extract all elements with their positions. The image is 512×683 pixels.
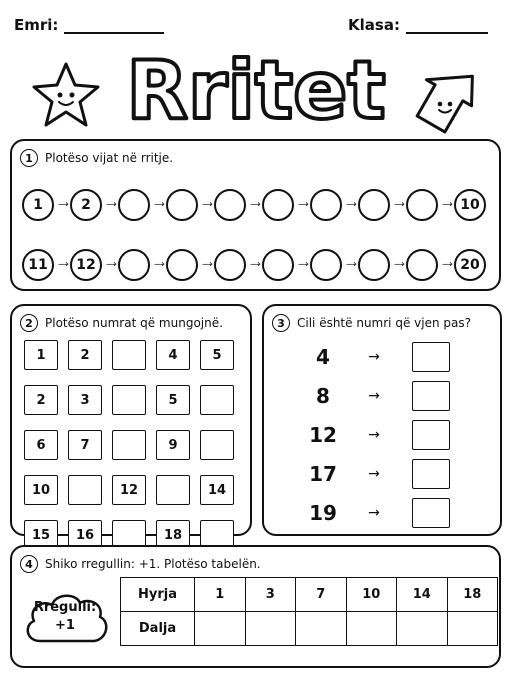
title-text: Rritet — [126, 44, 386, 130]
input-cell: 18 — [447, 578, 498, 612]
grid-blank-cell[interactable] — [156, 475, 190, 505]
arrow-connector-icon: —› — [298, 259, 306, 270]
grid-number-cell: 5 — [200, 340, 234, 370]
sequence-blank-circle[interactable] — [214, 189, 246, 221]
section-1-number: 1 — [20, 149, 38, 167]
name-label: Emri: — [14, 16, 59, 34]
arrow-connector-icon: —› — [250, 199, 258, 210]
answer-blank-box[interactable] — [412, 459, 450, 489]
sequence-number-circle: 2 — [70, 189, 102, 221]
sequence-blank-circle[interactable] — [406, 249, 438, 281]
output-blank-cell[interactable] — [346, 612, 397, 646]
sequence-number-circle: 11 — [22, 249, 54, 281]
output-blank-cell[interactable] — [195, 612, 246, 646]
section-2-instruction: Plotëso numrat që mungojnë. — [45, 316, 223, 330]
arrow-connector-icon: —› — [346, 259, 354, 270]
name-field — [14, 16, 164, 34]
grid-number-cell: 7 — [68, 430, 102, 460]
smiling-up-arrow-icon — [408, 62, 478, 134]
output-blank-cell[interactable] — [447, 612, 498, 646]
arrow-connector-icon: —› — [298, 199, 306, 210]
answer-blank-box[interactable] — [412, 420, 450, 450]
next-number-section — [262, 304, 502, 536]
section-1-heading — [20, 149, 173, 167]
arrow-connector-icon: —› — [394, 199, 402, 210]
grid-number-cell: 2 — [24, 385, 58, 415]
section-2-number: 2 — [20, 314, 38, 332]
next-number-row — [298, 420, 450, 450]
input-row — [121, 578, 498, 612]
next-number-row — [298, 342, 450, 372]
arrow-connector-icon: —› — [154, 259, 162, 270]
grid-number-cell: 5 — [156, 385, 190, 415]
grid-blank-cell[interactable] — [112, 340, 146, 370]
grid-number-cell: 4 — [156, 340, 190, 370]
input-cell: 3 — [245, 578, 296, 612]
input-cell: 14 — [397, 578, 448, 612]
sequence-blank-circle[interactable] — [166, 249, 198, 281]
arrow-connector-icon: —› — [442, 199, 450, 210]
grid-blank-cell[interactable] — [112, 385, 146, 415]
class-field — [348, 16, 488, 34]
rule-label-text: Rregulli: — [33, 600, 97, 615]
sequence-blank-circle[interactable] — [310, 189, 342, 221]
sequence-blank-circle[interactable] — [214, 249, 246, 281]
sequence-number-circle: 12 — [70, 249, 102, 281]
grid-number-cell: 3 — [68, 385, 102, 415]
given-number: 4 — [316, 345, 330, 369]
increasing-sequence-section — [10, 139, 501, 291]
rule-table-section — [10, 545, 501, 668]
answer-blank-box[interactable] — [412, 381, 450, 411]
grid-number-cell: 18 — [156, 520, 190, 550]
grid-number-cell: 14 — [200, 475, 234, 505]
grid-blank-cell[interactable] — [200, 385, 234, 415]
rule-label — [28, 599, 102, 635]
sequence-blank-circle[interactable] — [358, 249, 390, 281]
sequence-blank-circle[interactable] — [406, 189, 438, 221]
grid-blank-cell[interactable] — [112, 430, 146, 460]
section-3-instruction: Cili është numri që vjen pas? — [297, 316, 471, 330]
rule-value: +1 — [55, 618, 75, 633]
grid-number-cell: 16 — [68, 520, 102, 550]
right-arrow-icon: → — [368, 505, 380, 521]
next-number-row — [298, 459, 450, 489]
sequence-blank-circle[interactable] — [310, 249, 342, 281]
arrow-connector-icon: —› — [58, 199, 66, 210]
grid-number-cell: 2 — [68, 340, 102, 370]
input-output-table — [120, 577, 498, 646]
answer-blank-box[interactable] — [412, 498, 450, 528]
missing-numbers-section — [10, 304, 252, 543]
right-arrow-icon: → — [368, 388, 380, 404]
sequence-blank-circle[interactable] — [262, 249, 294, 281]
output-blank-cell[interactable] — [296, 612, 347, 646]
class-blank-line[interactable] — [406, 18, 488, 34]
input-cell: 10 — [346, 578, 397, 612]
section-3-number: 3 — [272, 314, 290, 332]
output-row-label: Dalja — [121, 612, 195, 646]
arrow-connector-icon: —› — [154, 199, 162, 210]
name-blank-line[interactable] — [64, 18, 164, 34]
section-4-instruction: Shiko rregullin: +1. Plotëso tabelën. — [45, 557, 261, 571]
right-arrow-icon: → — [368, 349, 380, 365]
arrow-connector-icon: —› — [250, 259, 258, 270]
section-3-heading — [272, 314, 471, 332]
grid-number-cell: 9 — [156, 430, 190, 460]
arrow-connector-icon: —› — [394, 259, 402, 270]
class-label: Klasa: — [348, 16, 400, 34]
next-number-row — [298, 498, 450, 528]
sequence-blank-circle[interactable] — [166, 189, 198, 221]
arrow-connector-icon: —› — [58, 259, 66, 270]
arrow-connector-icon: —› — [106, 259, 114, 270]
sequence-blank-circle[interactable] — [262, 189, 294, 221]
input-cell: 7 — [296, 578, 347, 612]
sequence-blank-circle[interactable] — [358, 189, 390, 221]
arrow-connector-icon: —› — [202, 199, 210, 210]
arrow-connector-icon: —› — [442, 259, 450, 270]
grid-blank-cell[interactable] — [200, 430, 234, 460]
sequence-number-circle: 20 — [454, 249, 486, 281]
given-number: 8 — [316, 384, 330, 408]
output-row — [121, 612, 498, 646]
grid-number-cell: 1 — [24, 340, 58, 370]
given-number: 17 — [309, 462, 337, 486]
smiling-star-icon — [30, 60, 102, 130]
sequence-number-circle: 1 — [22, 189, 54, 221]
right-arrow-icon: → — [368, 427, 380, 443]
input-cell: 1 — [195, 578, 246, 612]
output-blank-cell[interactable] — [245, 612, 296, 646]
right-arrow-icon: → — [368, 466, 380, 482]
arrow-connector-icon: —› — [202, 259, 210, 270]
grid-blank-cell[interactable] — [68, 475, 102, 505]
output-blank-cell[interactable] — [397, 612, 448, 646]
number-grid — [24, 340, 234, 550]
grid-number-cell: 12 — [112, 475, 146, 505]
sequence-blank-circle[interactable] — [118, 249, 150, 281]
section-4-heading — [20, 555, 261, 573]
sequence-row — [22, 189, 486, 221]
sequence-number-circle: 10 — [454, 189, 486, 221]
sequence-blank-circle[interactable] — [118, 189, 150, 221]
answer-blank-box[interactable] — [412, 342, 450, 372]
sequence-row — [22, 249, 486, 281]
grid-number-cell: 6 — [24, 430, 58, 460]
given-number: 12 — [309, 423, 337, 447]
given-number: 19 — [309, 501, 337, 525]
section-4-number: 4 — [20, 555, 38, 573]
grid-number-cell: 15 — [24, 520, 58, 550]
arrow-connector-icon: —› — [346, 199, 354, 210]
grid-number-cell: 10 — [24, 475, 58, 505]
next-number-row — [298, 381, 450, 411]
section-2-heading — [20, 314, 223, 332]
section-1-instruction: Plotëso vijat në rritje. — [45, 151, 174, 165]
arrow-connector-icon: —› — [106, 199, 114, 210]
input-row-label: Hyrja — [121, 578, 195, 612]
